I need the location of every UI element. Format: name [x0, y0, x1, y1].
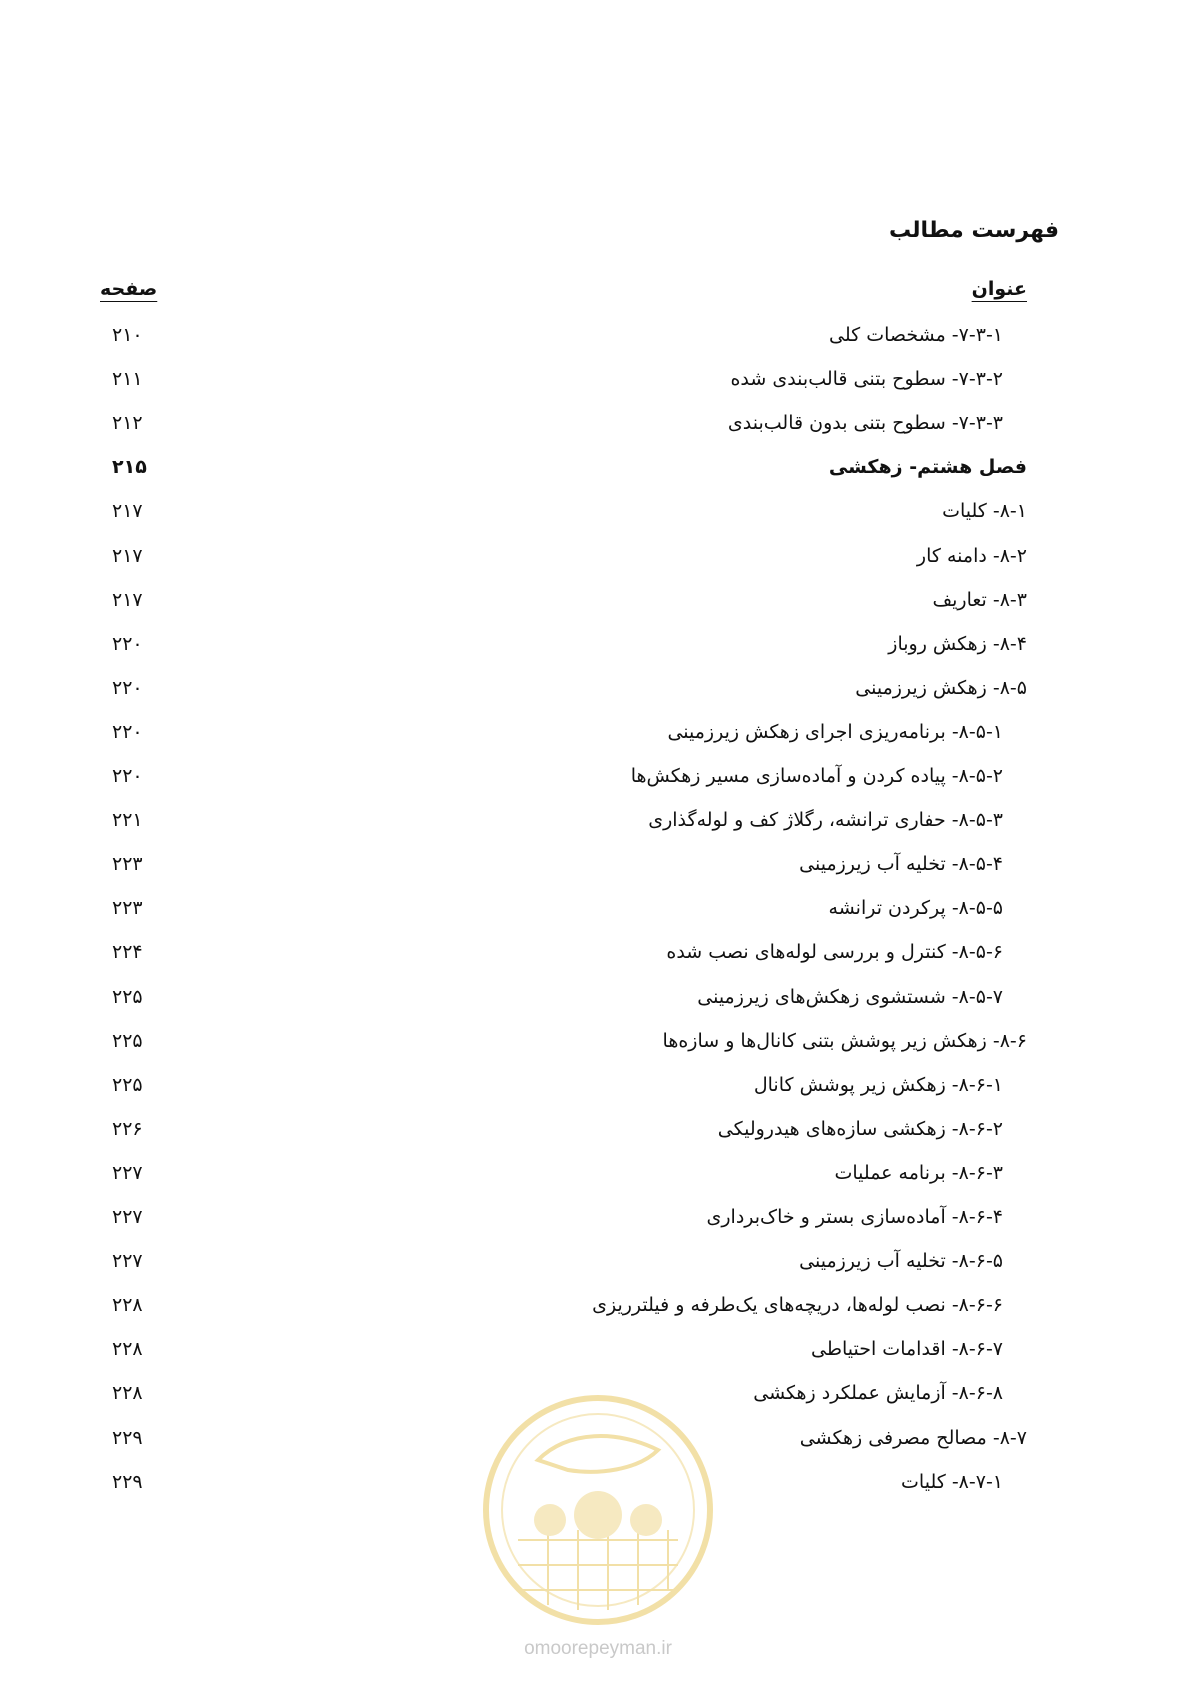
toc-row	[100, 1200, 1051, 1234]
toc-entry-page: ۲۲۳	[112, 897, 143, 920]
watermark-url: omoorepeyman.ir	[524, 1638, 672, 1659]
toc-row	[100, 847, 1051, 881]
toc-entry-title: ۸-۵-۷- شستشوی زهکش‌های زیرزمینی	[697, 985, 1003, 1008]
toc-chapter-row	[100, 450, 1051, 484]
title-column-header: عنوان	[971, 278, 1027, 300]
toc-row	[100, 891, 1051, 925]
toc-entry-title: ۸-۶-۷- اقدامات احتیاطی	[811, 1338, 1003, 1361]
toc-entry-page: ۲۲۰	[112, 720, 143, 743]
toc-row	[100, 318, 1051, 352]
toc-row	[100, 715, 1051, 749]
toc-entry-page: ۲۲۰	[112, 632, 143, 655]
toc-entry-title: ۸-۱- کلیات	[942, 500, 1027, 523]
toc-row	[100, 583, 1051, 617]
toc-row	[100, 980, 1051, 1014]
toc-entry-page: ۲۲۰	[112, 765, 143, 787]
toc-row	[100, 1024, 1051, 1058]
toc-entry-title: ۸-۵- زهکش زیرزمینی	[855, 676, 1027, 699]
toc-entry-page: ۲۱۷	[112, 588, 143, 611]
toc-row	[100, 1244, 1051, 1278]
toc-entry-page: ۲۲۰	[112, 676, 143, 699]
toc-row	[100, 1068, 1051, 1102]
toc-entry-title: ۸-۶-۳- برنامه عملیات	[834, 1161, 1003, 1184]
toc-row	[100, 1112, 1051, 1146]
toc-row	[100, 406, 1051, 440]
toc-row	[100, 803, 1051, 837]
toc-entry-page: ۲۲۱	[112, 809, 143, 832]
toc-entry-page: ۲۲۳	[112, 853, 143, 876]
toc-entry-page: ۲۱۱	[112, 368, 143, 391]
toc-entry-page: ۲۲۵	[112, 985, 143, 1008]
toc-entry-title: ۸-۴- زهکش روباز	[888, 632, 1027, 655]
toc-entry-page: ۲۲۷	[112, 1206, 143, 1228]
toc-entry-page: ۲۲۹	[112, 1470, 143, 1493]
toc-entry-title: ۸-۵-۱- برنامه‌ریزی اجرای زهکش زیرزمینی	[667, 720, 1003, 743]
toc-row	[100, 671, 1051, 705]
toc-entry-title: ۸-۶- زهکش زیر پوشش بتنی کانال‌ها و سازه‌ها	[662, 1029, 1027, 1052]
toc-row	[100, 362, 1051, 396]
toc-entry-page: ۲۲۸	[112, 1338, 143, 1361]
toc-entry-title: ۸-۵-۳- حفاری ترانشه، رگلاژ کف و لوله‌گذاری	[648, 809, 1003, 832]
toc-row	[100, 494, 1051, 528]
toc-entry-page: ۲۱۷	[112, 500, 143, 523]
toc-entry-page: ۲۲۵	[112, 1029, 143, 1052]
toc-row	[100, 1288, 1051, 1322]
toc-entry-title: ۸-۶-۲- زهکشی سازه‌های هیدرولیکی	[717, 1117, 1003, 1140]
toc-entry-title: ۸-۳- تعاریف	[932, 588, 1027, 611]
toc-entry-title: ۸-۵-۶- کنترل و بررسی لوله‌های نصب شده	[666, 941, 1003, 964]
toc-entry-title: ۸-۶-۸- آزمایش عملکرد زهکشی	[753, 1382, 1003, 1405]
toc-entry-page: ۲۲۵	[112, 1073, 143, 1096]
toc-entry-title: ۸-۷- مصالح مصرفی زهکشی	[799, 1426, 1027, 1449]
toc-entry-title: ۷-۳-۲- سطوح بتنی قالب‌بندی شده	[730, 368, 1003, 391]
toc-entry-page: ۲۲۷	[112, 1250, 143, 1273]
toc-row	[100, 935, 1051, 969]
toc-entry-title: ۸-۶-۴- آماده‌سازی بستر و خاک‌برداری	[706, 1206, 1003, 1228]
toc-entry-title: ۸-۵-۴- تخلیه آب زیرزمینی	[799, 853, 1003, 876]
toc-row	[100, 1332, 1051, 1366]
toc-entry-title: ۸-۲- دامنه کار	[916, 544, 1027, 567]
page-column-header: صفحه	[100, 278, 158, 300]
toc-entry-page: ۲۲۹	[112, 1426, 143, 1449]
watermark-logo-icon	[478, 1390, 718, 1630]
toc-row	[100, 1156, 1051, 1190]
page-title: فهرست مطالب	[888, 218, 1059, 243]
toc-entry-title: ۸-۵-۵- پرکردن ترانشه	[828, 897, 1003, 920]
toc-entry-title: ۷-۳-۳- سطوح بتنی بدون قالب‌بندی	[727, 412, 1003, 435]
toc-entry-page: ۲۲۷	[112, 1161, 143, 1184]
toc-entry-title: ۸-۵-۲- پیاده کردن و آماده‌سازی مسیر زهکش‌ها	[630, 765, 1003, 787]
toc-entry-page: ۲۲۶	[112, 1117, 143, 1140]
toc-entry-page: ۲۱۵	[112, 456, 147, 479]
toc-entry-title: فصل هشتم- زهکشی	[828, 456, 1027, 479]
toc-entry-title: ۸-۶-۱- زهکش زیر پوشش کانال	[753, 1073, 1003, 1096]
toc-entry-page: ۲۱۰	[112, 324, 143, 346]
toc-entry-page: ۲۲۴	[112, 941, 143, 964]
toc-entry-title: ۸-۷-۱- کلیات	[901, 1470, 1003, 1493]
toc-entry-page: ۲۱۲	[112, 412, 143, 435]
toc-entry-title: ۸-۶-۵- تخلیه آب زیرزمینی	[799, 1250, 1003, 1273]
toc-entry-page: ۲۱۷	[112, 544, 143, 567]
toc-entry-title: ۷-۳-۱- مشخصات کلی	[829, 324, 1003, 346]
toc-row	[100, 627, 1051, 661]
toc-entry-title: ۸-۶-۶- نصب لوله‌ها، دریچه‌های یک‌طرفه و فیلترریزی	[592, 1294, 1003, 1317]
toc-row	[100, 759, 1051, 793]
toc-entry-page: ۲۲۸	[112, 1382, 143, 1405]
toc-entry-page: ۲۲۸	[112, 1294, 143, 1317]
toc-row	[100, 539, 1051, 573]
